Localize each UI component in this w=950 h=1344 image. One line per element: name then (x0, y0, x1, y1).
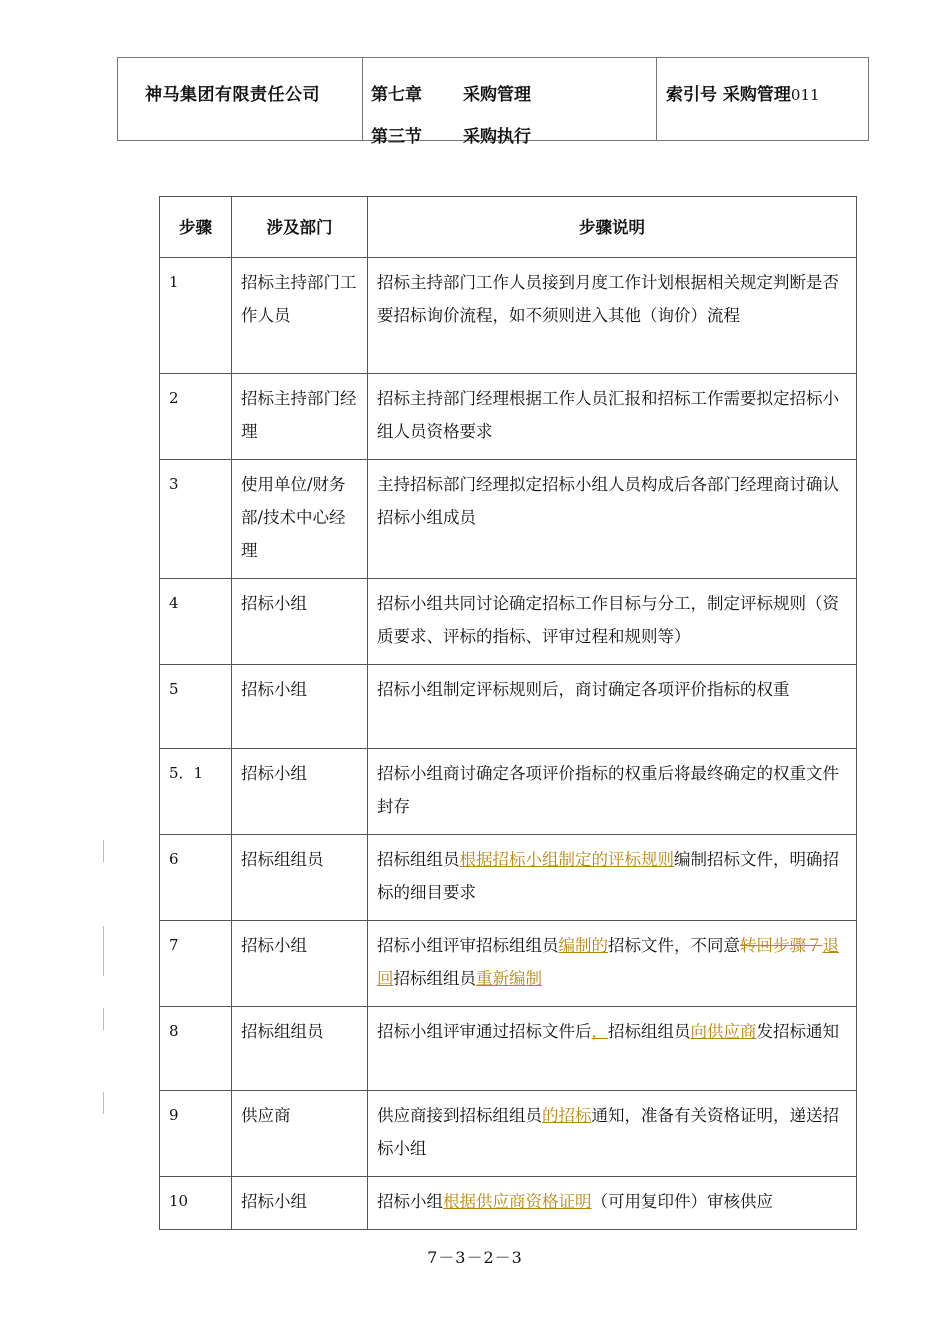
table-row (160, 665, 857, 749)
section-line (371, 122, 531, 147)
step-number: 5 (160, 665, 232, 749)
header-department: 涉及部门 (232, 197, 368, 258)
description-text: 招标小组评审招标组组员 (377, 936, 559, 955)
step-number: 2 (160, 374, 232, 460)
step-department: 招标小组 (232, 665, 368, 749)
table-row (160, 749, 857, 835)
description-text: （可用复印件）审核供应 (591, 1192, 773, 1211)
description-text: 招标文件，不同意 (608, 936, 740, 955)
table-header-row (160, 197, 857, 258)
step-department: 使用单位/财务部/技术中心经理 (232, 460, 368, 579)
step-department: 招标组组员 (232, 835, 368, 921)
step-department: 供应商 (232, 1091, 368, 1177)
header-step: 步骤 (160, 197, 232, 258)
step-number: 9 (160, 1091, 232, 1177)
step-department: 招标小组 (232, 579, 368, 665)
step-number: 6 (160, 835, 232, 921)
procedure-steps-table (159, 196, 857, 1230)
step-description (368, 1091, 857, 1177)
inserted-text: 编制的 (558, 936, 608, 955)
document-header (117, 57, 869, 147)
step-description (368, 921, 857, 1007)
inserted-text: 向供应商 (690, 1022, 757, 1041)
step-department: 招标主持部门经理 (232, 374, 368, 460)
table-row (160, 921, 857, 1007)
table-row (160, 1007, 857, 1091)
header-description: 步骤说明 (368, 197, 857, 258)
step-description (368, 1007, 857, 1091)
step-description (368, 835, 857, 921)
step-description: 招标小组共同讨论确定招标工作目标与分工，制定评标规则（资质要求、评标的指标、评审过程和规则等） (368, 579, 857, 665)
deleted-text: 转回步骤７ (740, 936, 823, 955)
revision-change-bar (103, 840, 104, 862)
revision-change-bar (103, 1092, 104, 1114)
step-description: 招标小组商讨确定各项评价指标的权重后将最终确定的权重文件封存 (368, 749, 857, 835)
step-department: 招标小组 (232, 921, 368, 1007)
description-text: 供应商接到招标组组员 (377, 1106, 542, 1125)
inserted-text: 根据招标小组制定的评标规则 (459, 850, 674, 869)
step-number: 7 (160, 921, 232, 1007)
section-title: 采购执行 (463, 127, 531, 147)
company-name: 神马集团有限责任公司 (145, 85, 320, 105)
header-index-cell (657, 58, 868, 140)
step-number: 10 (160, 1177, 232, 1230)
header-company-cell (118, 58, 363, 140)
step-description: 主持招标部门经理拟定招标小组人员构成后各部门经理商讨确认招标小组成员 (368, 460, 857, 579)
step-number: 5．1 (160, 749, 232, 835)
chapter-line (371, 80, 531, 105)
index-code: 011 (790, 86, 820, 104)
step-number: 8 (160, 1007, 232, 1091)
table-row (160, 579, 857, 665)
chapter-label: 第七章 (371, 85, 422, 105)
table-row (160, 460, 857, 579)
section-label: 第三节 (371, 127, 422, 147)
step-description (368, 1177, 857, 1230)
step-department: 招标小组 (232, 749, 368, 835)
description-text: 发招标通知 (756, 1022, 839, 1041)
description-text: 招标组组员 (393, 969, 476, 988)
page-number: 7－3－2－3 (427, 1248, 523, 1267)
step-department: 招标主持部门工作人员 (232, 258, 368, 374)
step-number: 3 (160, 460, 232, 579)
inserted-text: 根据供应商资格证明 (443, 1192, 592, 1211)
description-text: 招标小组 (377, 1192, 443, 1211)
inserted-text: ， (591, 1022, 608, 1041)
revision-change-bar (103, 926, 104, 976)
revision-change-bar (103, 1008, 104, 1030)
table-row (160, 258, 857, 374)
description-text: 编制招标文件，明确招标的细目要求 (377, 850, 839, 902)
step-number: 4 (160, 579, 232, 665)
step-description: 招标主持部门经理根据工作人员汇报和招标工作需要拟定招标小组人员资格要求 (368, 374, 857, 460)
index-line (666, 80, 820, 105)
inserted-text: 的招标 (542, 1106, 592, 1125)
table-row (160, 1091, 857, 1177)
step-description: 招标小组制定评标规则后，商讨确定各项评价指标的权重 (368, 665, 857, 749)
step-number: 1 (160, 258, 232, 374)
table-row (160, 374, 857, 460)
step-department: 招标组组员 (232, 1007, 368, 1091)
description-text: 招标组组员 (377, 850, 460, 869)
header-chapter-cell (363, 58, 657, 147)
description-text: 招标组组员 (608, 1022, 691, 1041)
description-text: 通知，准备有关资格证明，递送招标小组 (377, 1106, 839, 1158)
description-text: 招标小组评审通过招标文件后 (377, 1022, 592, 1041)
step-description: 招标主持部门工作人员接到月度工作计划根据相关规定判断是否要招标询价流程，如不须则进入其他（询价）流程 (368, 258, 857, 374)
index-label: 索引号 (666, 85, 717, 105)
table-row (160, 835, 857, 921)
table-row (160, 1177, 857, 1230)
inserted-text: 退回 (377, 936, 839, 988)
step-department: 招标小组 (232, 1177, 368, 1230)
index-value: 采购管理 (722, 85, 791, 105)
chapter-title: 采购管理 (463, 85, 531, 105)
inserted-text: 重新编制 (476, 969, 542, 988)
